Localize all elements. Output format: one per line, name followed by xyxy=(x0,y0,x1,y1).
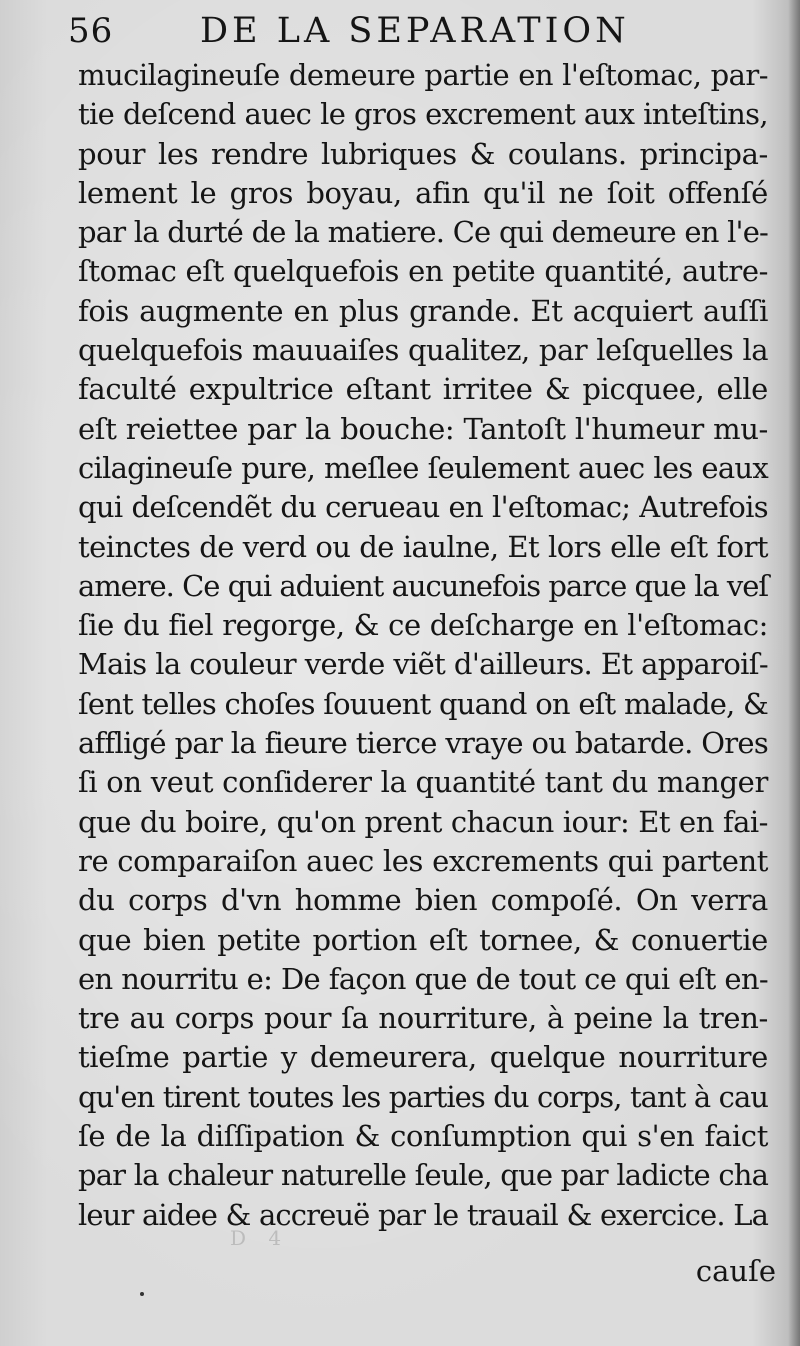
text-line: en nourritu e: De façon que de tout ce qui eſt en- xyxy=(78,961,768,996)
signature-mark-bleed: D 4 xyxy=(230,1226,290,1250)
text-line: teinctes de verd ou de iaulne, Et lors elle eſt fort xyxy=(78,529,768,564)
text-line: eſt reiettee par la bouche: Tantoſt l'humeur mu- xyxy=(78,411,768,446)
text-line: que bien petite portion eſt tornee, & conuertie xyxy=(78,922,768,957)
catchword: cauſe xyxy=(695,1254,776,1288)
text-line: qu'en tirent toutes les parties du corps, tant à cau xyxy=(78,1079,768,1114)
text-line: ſent telles choſes ſouuent quand on eſt malade, & xyxy=(78,686,768,721)
text-line: ſie du fiel regorge, & ce deſcharge en l'eſtomac: xyxy=(78,608,768,643)
text-line: amere. Ce qui aduient aucunefois parce que la veſ xyxy=(78,568,768,603)
text-line: ſi on veut conſiderer la quantité tant du manger xyxy=(78,765,768,800)
text-line: pour les rendre lubriques & coulans. principa- xyxy=(78,136,768,171)
text-line: faculté expultrice eſtant irritee & picquee, elle xyxy=(78,372,768,407)
running-head: DE LA SEPARATION xyxy=(200,11,630,51)
page-gutter-shadow xyxy=(788,0,800,1346)
text-line: leur aidee & accreuë par le trauail & exercice. La xyxy=(78,1197,768,1232)
text-line: cilagineuſe pure, meſlee ſeulement auec les eaux xyxy=(78,450,768,485)
text-line: du corps d'vn homme bien compoſé. On verra xyxy=(78,883,768,918)
text-line: re comparaiſon auec les excrements qui partent xyxy=(78,843,768,878)
page-number: 56 xyxy=(68,11,114,51)
text-line: ſtomac eſt quelquefois en petite quantité, autre- xyxy=(78,254,768,289)
text-line: lement le gros boyau, afin qu'il ne ſoit offenſé xyxy=(78,175,768,210)
ink-speck xyxy=(140,1292,144,1296)
body-text xyxy=(78,56,768,1235)
text-line: tieſme partie y demeurera, quelque nourriture xyxy=(78,1040,768,1075)
page-header xyxy=(68,6,768,56)
text-line: affligé par la fieure tierce vraye ou batarde. Ores xyxy=(78,726,768,761)
text-line: quelquefois mauuaiſes qualitez, par leſquelles la xyxy=(78,333,768,368)
text-line: tre au corps pour ſa nourriture, à peine la tren- xyxy=(78,1001,768,1036)
text-line: fois augmente en plus grande. Et acquiert auſſi xyxy=(78,293,768,328)
text-line: mucilagineuſe demeure partie en l'eſtomac, par- xyxy=(78,58,768,92)
text-line: ſe de la diſſipation & conſumption qui s'en faict xyxy=(78,1119,768,1154)
text-line: par la durté de la matiere. Ce qui demeure en l'e- xyxy=(78,215,768,250)
text-line: que du boire, qu'on prent chacun iour: Et en fai- xyxy=(78,804,768,839)
text-line: par la chaleur naturelle ſeule, que par ladicte cha xyxy=(78,1158,768,1193)
text-line: qui deſcendẽt du cerueau en l'eſtomac; Autrefois xyxy=(78,490,768,525)
text-line: Mais la couleur verde viẽt d'ailleurs. Et apparoiſ- xyxy=(78,647,768,682)
text-line: tie deſcend auec le gros excrement aux inteſtins, xyxy=(78,97,768,132)
